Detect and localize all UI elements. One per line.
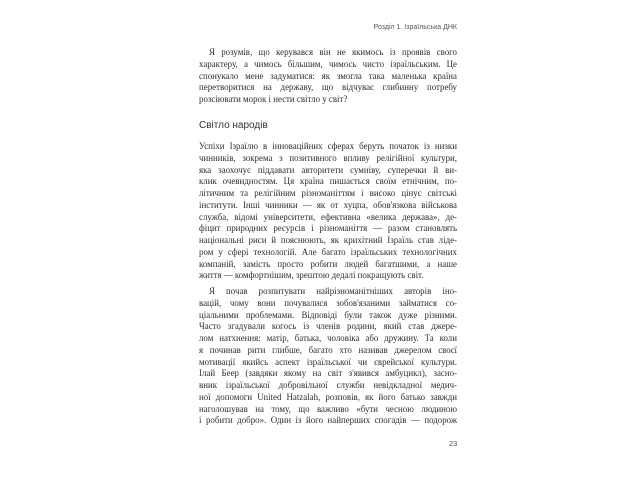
text-line: спонукало мене задуматися: як змогла така маленька країна <box>199 70 457 81</box>
text-line: перетворитися на державу, що відчуває глибинну потребу <box>199 82 457 93</box>
paragraph-2 <box>199 141 457 282</box>
text-line: Я розумів, що керувався він не якимось із проявів свого <box>209 47 457 57</box>
running-head: Розділ 1. Ізраїльська ДНК <box>373 24 457 31</box>
page-number: 23 <box>449 439 458 448</box>
text-line: ціальними проблемами. Відповіді були також дуже різними. <box>199 309 457 320</box>
text-line: лом натхнення: матір, батька, чоловіка або дружину. Та коли <box>199 333 457 343</box>
text-line: ром у сфері технологій. Але багато ізраїльських технологічних <box>199 246 457 257</box>
text-line: вник ізраїльської добровільної служби невідкладної медич- <box>199 380 457 390</box>
text-line: національні риси й пояснюють, як крихітний Ізраїль став лідe- <box>199 235 457 245</box>
text-line: чинників, зокрема з позитивного впливу релігійної культури, <box>199 152 457 163</box>
text-line: Успіхи Ізраїлю в інноваційних сферах беруть початок із низки <box>199 141 457 151</box>
text-line: мотивації якийсь аспект ізраїльської чи єврейської культури. <box>199 356 457 367</box>
text-line: інститути. Інші чинники — як от хуцпа, обов'язкова військова <box>199 199 457 210</box>
text-line: наголошував на тому, що важливо «бути чесною людиною <box>199 403 457 414</box>
section-heading: Світло народів <box>199 120 268 131</box>
paragraph-3 <box>199 286 457 427</box>
text-line: Ілай Беер (завдяки якому на світ з'явився амбуцикл), засно- <box>199 368 457 379</box>
text-line: і робити добро». Один із його найперших спогадів — подорож <box>199 415 457 426</box>
text-line: компаній, замість просто робити людей багатшими, а наше <box>199 258 457 269</box>
text-line: ної допомоги United Hatzalah, розповів, як його батько завжди <box>199 391 457 402</box>
text-line: життя — комфортнішим, зрештою дедалі покращують світ. <box>199 270 424 281</box>
text-line: служба, відомі університети, ефективна «велика держава», де- <box>199 211 457 222</box>
text-line: клик очевидностям. Ця країна пишається своїм етнічним, по- <box>199 176 457 187</box>
text-line: фіцит природних ресурсів і різноманіття — разом становлять <box>199 223 457 234</box>
text-line: Я почав розпитувати найрізноманітніших авторів іно- <box>209 286 457 296</box>
text-line: Часто згадували когось із членів родини, який став джере- <box>199 321 457 332</box>
paragraph-1 <box>199 47 457 106</box>
text-line: літичним та релігійним різноманіттям і високо цінує світські <box>199 188 457 198</box>
text-line: розсіювати морок і нести світло у світ? <box>199 94 348 104</box>
text-line: вацій, чому вони почувалися зобов'язаними займатися со- <box>199 297 457 308</box>
text-line: я починав рити глибше, багато хто називав джерелом своєї <box>199 344 457 355</box>
text-line: характеру, а чимось більшим, чимось чисто ізраїльським. Це <box>199 58 457 69</box>
text-line: яка заохочує піддавати авторитети сумніву, суперечки й ви- <box>199 164 457 175</box>
